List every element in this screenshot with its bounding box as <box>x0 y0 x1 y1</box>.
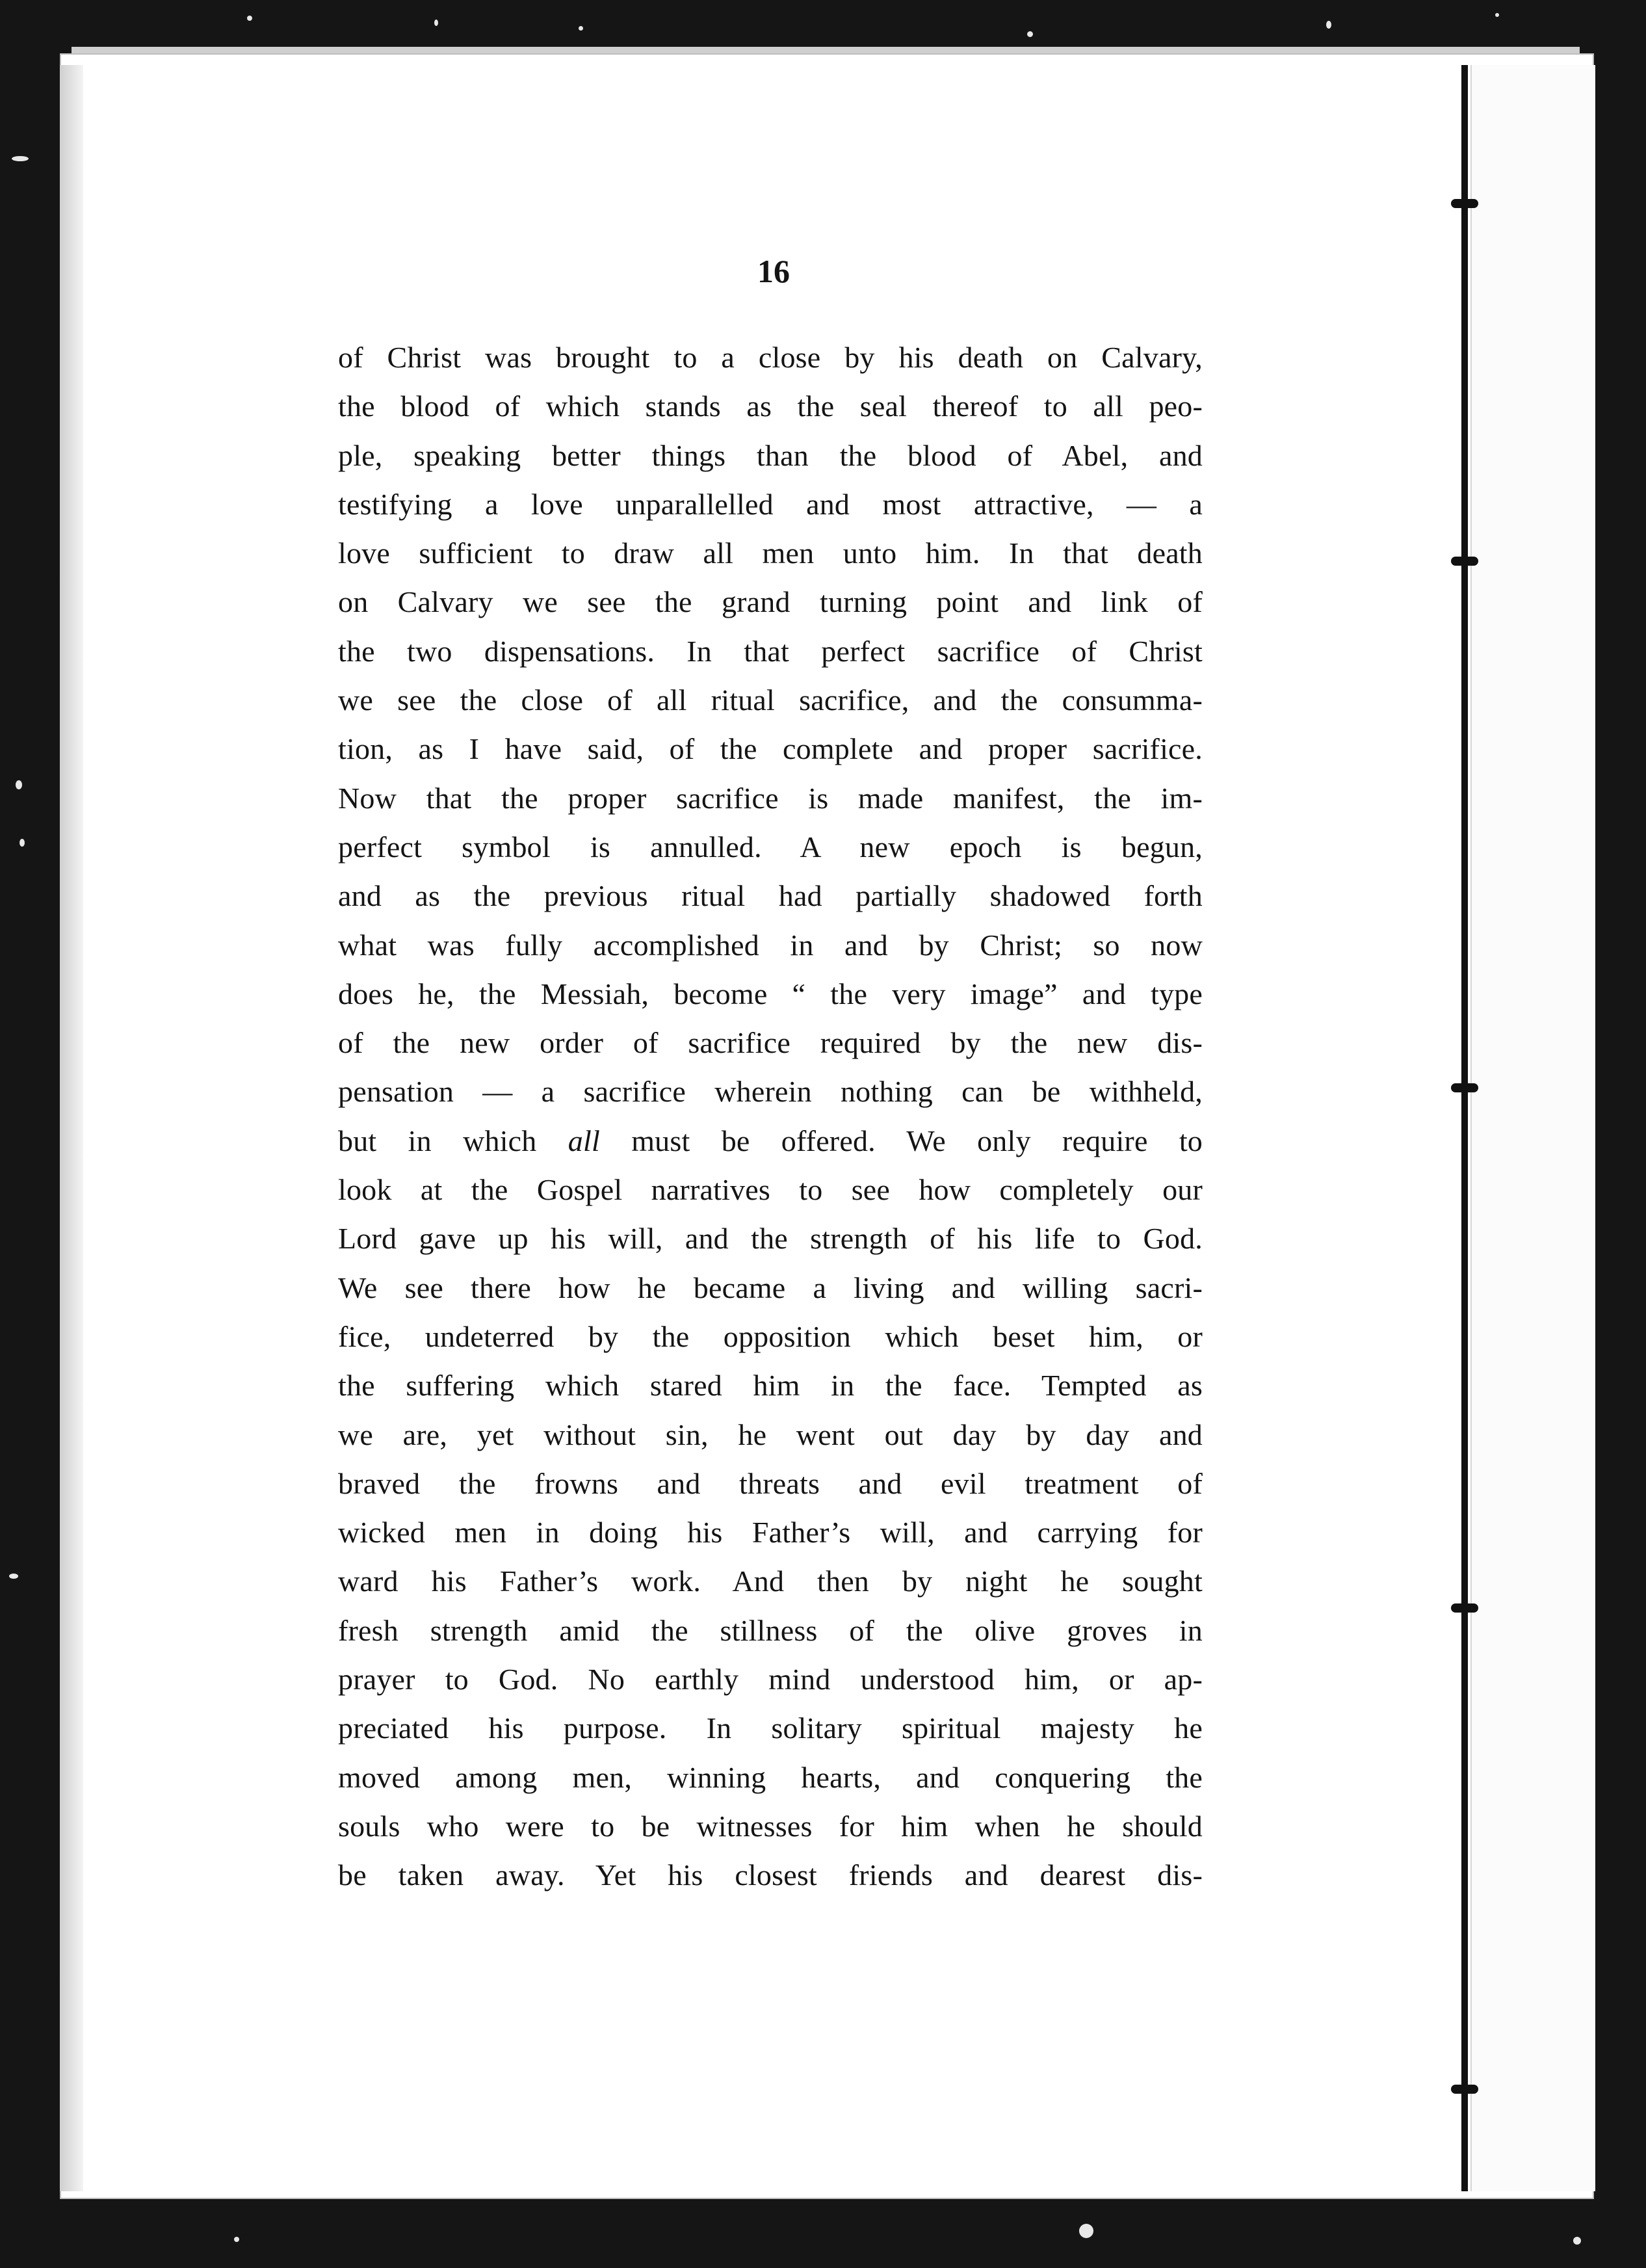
text-line: we see the close of all ritual sacrifice, and the consumma- <box>338 683 1203 717</box>
text-line: look at the Gospel narratives to see how completely our <box>338 1173 1203 1207</box>
text-line: braved the frowns and threats and evil treatment of <box>338 1466 1203 1500</box>
border-speck <box>1573 2237 1581 2245</box>
text-line: preciated his purpose. In solitary spiritual majesty he <box>338 1711 1203 1745</box>
text-line: moved among men, winning hearts, and conquering the <box>338 1760 1203 1794</box>
text-line: love sufficient to draw all men unto him. In that death <box>338 536 1203 570</box>
body-text <box>338 333 1203 1900</box>
text-line: fresh strength amid the stillness of the olive groves in <box>338 1613 1203 1647</box>
border-speck <box>234 2237 239 2242</box>
text-line: Now that the proper sacrifice is made manifest, the im- <box>338 781 1203 815</box>
page-left-edge <box>60 65 83 2191</box>
text-line: be taken away. Yet his closest friends and dearest dis- <box>338 1858 1203 1892</box>
binding-stitch <box>1451 557 1478 566</box>
border-speck <box>579 26 583 31</box>
border-speck <box>1495 13 1499 17</box>
page-number: 16 <box>757 253 790 289</box>
binding-stitch <box>1451 1603 1478 1613</box>
text-line: prayer to God. No earthly mind understood him, or ap- <box>338 1663 1203 1696</box>
text-line: we are, yet without sin, he went out day by day and <box>338 1418 1203 1451</box>
text-line: what was fully accomplished in and by Christ; so now <box>338 928 1203 962</box>
text-line: the blood of which stands as the seal thereof to all peo- <box>338 389 1203 423</box>
text-line: ple, speaking better things than the blood of Abel, and <box>338 438 1203 472</box>
text-line: the two dispensations. In that perfect sacrifice of Christ <box>338 634 1203 668</box>
text-line: of the new order of sacrifice required by the new dis- <box>338 1026 1203 1060</box>
facing-page-edge <box>1470 65 1595 2191</box>
border-speck <box>16 780 22 789</box>
text-line: wicked men in doing his Father’s will, and carrying for <box>338 1516 1203 1549</box>
border-speck <box>1027 31 1033 37</box>
text-line: pensation — a sacrifice wherein nothing can be withheld, <box>338 1075 1203 1109</box>
text-line: on Calvary we see the grand turning point and link of <box>338 585 1203 619</box>
binding-fold <box>1461 65 1468 2191</box>
text-line: testifying a love unparallelled and most attractive, — a <box>338 487 1203 521</box>
binding-stitch <box>1451 199 1478 208</box>
border-speck <box>1079 2224 1093 2238</box>
border-speck <box>12 156 29 161</box>
text-line: but in which all must be offered. We only require to <box>338 1124 1203 1157</box>
border-speck <box>1326 21 1331 29</box>
text-line: fice, undeterred by the opposition which beset him, or <box>338 1319 1203 1353</box>
text-line: the suffering which stared him in the face. Tempted as <box>338 1369 1203 1403</box>
text-line: tion, as I have said, of the complete and proper sacrifice. <box>338 732 1203 766</box>
text-line: of Christ was brought to a close by his death on Calvary, <box>338 341 1203 374</box>
text-line: perfect symbol is annulled. A new epoch is begun, <box>338 830 1203 864</box>
text-line: We see there how he became a living and willing sacri- <box>338 1271 1203 1304</box>
binding-stitch <box>1451 1083 1478 1092</box>
border-speck <box>434 20 438 26</box>
emphasis: all <box>568 1124 600 1157</box>
text-line: does he, the Messiah, become “ the very image” and type <box>338 977 1203 1010</box>
binding-stitch <box>1451 2085 1478 2094</box>
border-speck <box>20 839 25 847</box>
text-line: ward his Father’s work. And then by night he sought <box>338 1564 1203 1598</box>
text-line: souls who were to be witnesses for him when he should <box>338 1809 1203 1843</box>
text-line: Lord gave up his will, and the strength of his life to God. <box>338 1222 1203 1256</box>
border-speck <box>247 16 252 21</box>
border-speck <box>9 1574 18 1579</box>
text-line: and as the previous ritual had partially shadowed forth <box>338 879 1203 913</box>
